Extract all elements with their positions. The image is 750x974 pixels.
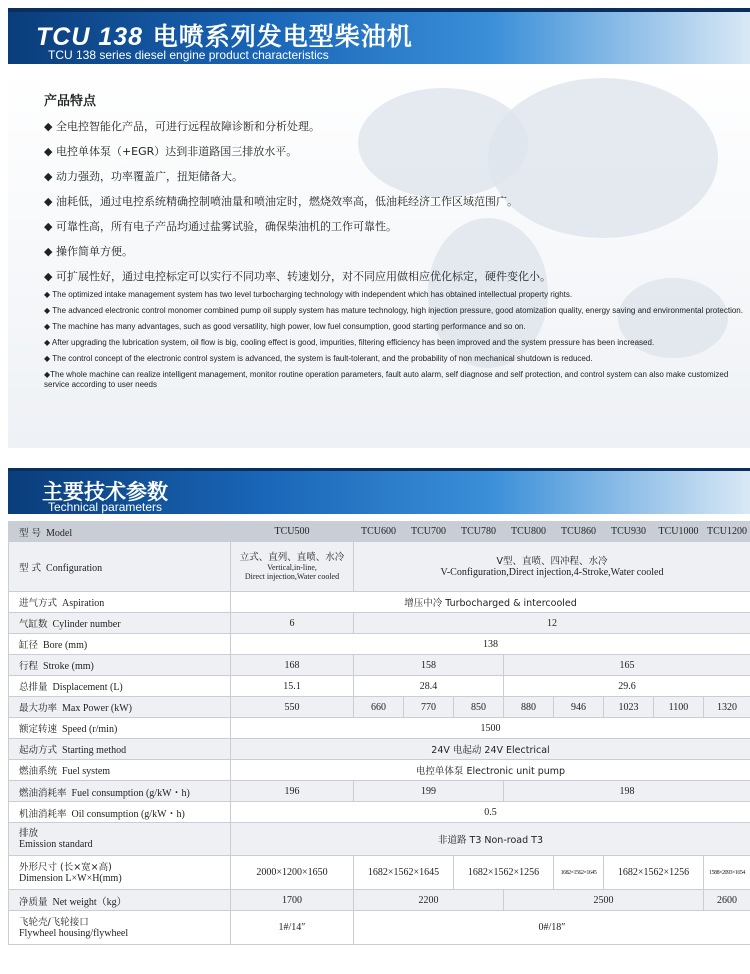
- table-row: [9, 760, 750, 781]
- table-header-row: [9, 522, 750, 542]
- value-cell: 1100: [654, 697, 704, 718]
- model-cell: TCU930: [604, 522, 654, 542]
- table-row: [9, 781, 750, 802]
- value-en: Direct injection,Water cooled: [244, 572, 340, 581]
- row-label: [9, 592, 231, 613]
- label-en: Configuration: [46, 562, 103, 574]
- model-cell: TCU700: [404, 522, 454, 542]
- row-label: [9, 802, 231, 823]
- value-cell: 1320: [704, 697, 750, 718]
- table-row: [9, 655, 750, 676]
- features-panel: [8, 68, 750, 448]
- label-en: Fuel consumption (g/kW・h): [71, 787, 190, 799]
- value-cell: 198: [504, 781, 750, 802]
- value-cell: 1023: [604, 697, 654, 718]
- table-row: [9, 613, 750, 634]
- value-cell: 1588×2093×1654: [704, 856, 750, 890]
- value-cell: 880: [504, 697, 554, 718]
- label-cn: 机油消耗率: [19, 808, 67, 820]
- feature-en-item: ◆ The advanced electronic control monomer combined pump oil supply system has mature technology, high injection pressure, good atomization quality, energy saving and environmental protection.: [44, 306, 743, 315]
- feature-en-item: ◆ The control concept of the electronic control system is advanced, the system is fault-tolerant, and the probability of non mechanical shutdown is reduced.: [44, 354, 593, 363]
- value-cell: 2600: [704, 890, 750, 911]
- value-cell: 24V 电起动 24V Electrical: [231, 739, 750, 760]
- label-en: Stroke (mm): [43, 661, 94, 672]
- label-cn: 排放: [19, 828, 39, 839]
- label-en: Model: [46, 527, 73, 539]
- table-row: [9, 542, 750, 592]
- table-row: [9, 890, 750, 911]
- label-cn: 最大功率: [19, 703, 58, 714]
- page-subtitle: TCU 138 series diesel engine product characteristics: [48, 48, 329, 62]
- row-label: [9, 542, 231, 592]
- value-cell: 1682×1562×1645: [354, 856, 454, 890]
- label-en: Flywheel housing/flywheel: [19, 927, 129, 939]
- value-cell: 165: [504, 655, 750, 676]
- value-cell: 15.1: [231, 676, 354, 697]
- value-cell: 196: [231, 781, 354, 802]
- specs-banner: [8, 468, 750, 514]
- value-cn: 立式、直列、直喷、水冷: [239, 552, 345, 563]
- value-cell: 660: [354, 697, 404, 718]
- value-cell: 2000×1200×1650: [231, 856, 354, 890]
- label-en: Displacement (L): [52, 682, 123, 693]
- feature-en-item: ◆ The optimized intake management system has two level turbocharging technology with independent which has obtained intellectual property rights.: [44, 290, 573, 299]
- feature-cn-item: ◆ 操作简单方便。: [44, 245, 133, 258]
- value-cell: 1700: [231, 890, 354, 911]
- label-cn: 进气方式: [19, 598, 58, 609]
- row-label: [9, 718, 231, 739]
- row-label: [9, 676, 231, 697]
- feature-en-item: ◆ The machine has many advantages, such as good versatility, high power, low fuel consumption, good starting performance and so on.: [44, 322, 526, 331]
- value-cell: 138: [231, 634, 750, 655]
- label-en: Cylinder number: [52, 619, 121, 630]
- title-banner: [8, 8, 750, 64]
- model-cell: TCU780: [454, 522, 504, 542]
- feature-cn-item: ◆ 电控单体泵（+EGR）达到非道路国三排放水平。: [44, 145, 298, 158]
- value-cell: 增压中冷 Turbocharged & intercooled: [231, 592, 750, 613]
- label-en: Bore (mm): [43, 640, 88, 651]
- value-cell: 0.5: [231, 802, 750, 823]
- row-label: [9, 760, 231, 781]
- value-cell: 电控单体泵 Electronic unit pump: [231, 760, 750, 781]
- features-cn-list: [44, 114, 724, 289]
- label-en: Max Power (kW): [62, 703, 132, 714]
- feature-en-item: ◆ After upgrading the lubrication system, oil flow is big, cooling effect is good, impurities, filtering efficiency has been improved and the system pressure has been increased.: [44, 338, 655, 347]
- features-en-list: [44, 290, 744, 396]
- table-row: [9, 634, 750, 655]
- table-row: [9, 823, 750, 856]
- label-en: Aspiration: [62, 598, 105, 609]
- label-en: Fuel system: [62, 766, 111, 777]
- value-cell: 29.6: [504, 676, 750, 697]
- value-cell: 168: [231, 655, 354, 676]
- model-cell: TCU1200: [704, 522, 750, 542]
- features-heading: 产品特点: [44, 94, 97, 109]
- label-cn: 燃油系统: [19, 766, 58, 777]
- value-cell: [354, 542, 750, 592]
- title-cn: 电喷系列发电型柴油机: [152, 22, 413, 51]
- feature-cn-item: ◆ 油耗低，通过电控系统精确控制喷油量和喷油定时，燃烧效率高，低油耗经济工作区域范围广。: [44, 195, 518, 208]
- table-row: [9, 856, 750, 890]
- table-row: [9, 911, 750, 945]
- value-cell: 12: [354, 613, 750, 634]
- value-cell: 158: [354, 655, 504, 676]
- label-en: Oil consumption (g/kW・h): [71, 808, 185, 820]
- value-cell: 199: [354, 781, 504, 802]
- value-cell: 2200: [354, 890, 504, 911]
- value-cell: 28.4: [354, 676, 504, 697]
- label-cn: 飞轮壳/飞轮接口: [19, 916, 89, 928]
- value-cell: [231, 542, 354, 592]
- value-cell: 2500: [504, 890, 704, 911]
- label-cn: 燃油消耗率: [19, 787, 67, 799]
- label-en: Starting method: [62, 745, 127, 756]
- table-row: [9, 592, 750, 613]
- label-cn: 额定转速: [19, 724, 58, 735]
- label-cn: 外形尺寸 (长×宽×高): [19, 861, 112, 873]
- row-label: [9, 911, 231, 945]
- value-cell: 0#/18″: [354, 911, 750, 945]
- row-label: [9, 634, 231, 655]
- label-cn: 型 式: [19, 562, 42, 574]
- label-en: Net weight（kg）: [52, 896, 127, 908]
- table-row: [9, 802, 750, 823]
- value-cn: V型、直喷、四冲程、水冷: [496, 555, 608, 567]
- row-label: [9, 613, 231, 634]
- label-cn: 起动方式: [19, 745, 58, 756]
- value-cell: 1682×1562×1645: [554, 856, 604, 890]
- value-cell: 850: [454, 697, 504, 718]
- feature-cn-item: ◆ 可靠性高，所有电子产品均通过盐雾试验，确保柴油机的工作可靠性。: [44, 220, 397, 233]
- value-cell: 非道路 T3 Non-road T3: [231, 823, 750, 856]
- label-en: Emission standard: [19, 839, 93, 850]
- model-cell: TCU1000: [654, 522, 704, 542]
- feature-cn-item: ◆ 全电控智能化产品，可进行远程故障诊断和分析处理。: [44, 120, 320, 133]
- value-cell: 550: [231, 697, 354, 718]
- model-cell: TCU600: [354, 522, 404, 542]
- row-label: [9, 697, 231, 718]
- spec-table: [8, 521, 750, 945]
- row-label: [9, 823, 231, 856]
- label-en: Dimension L×W×H(mm): [19, 872, 122, 884]
- value-cell: 1682×1562×1256: [454, 856, 554, 890]
- specs-subtitle: Technical parameters: [48, 500, 163, 514]
- label-cn: 净质量: [19, 896, 48, 908]
- label-en: Speed (r/min): [62, 724, 118, 735]
- label-cn: 缸径: [19, 640, 39, 651]
- row-label: [9, 522, 231, 542]
- value-en: V-Configuration,Direct injection,4-Stroke,Water cooled: [440, 566, 664, 578]
- value-cell: 1682×1562×1256: [604, 856, 704, 890]
- value-en: Vertical,in-line,: [267, 563, 317, 572]
- model-cell: TCU860: [554, 522, 604, 542]
- label-cn: 气缸数: [19, 619, 48, 630]
- table-row: [9, 718, 750, 739]
- label-cn: 行程: [19, 661, 39, 672]
- value-cell: 1500: [231, 718, 750, 739]
- row-label: [9, 781, 231, 802]
- feature-cn-item: ◆ 动力强劲，功率覆盖广，扭矩储备大。: [44, 170, 243, 183]
- label-cn: 总排量: [19, 682, 48, 693]
- value-cell: 770: [404, 697, 454, 718]
- feature-en-item: ◆The whole machine can realize intelligent management, monitor routine operation parameters, fault auto alarm, self diagnose and self protection, and control system can also make customized service according to user needs: [44, 370, 729, 389]
- row-label: [9, 856, 231, 890]
- value-cell: 1#/14″: [231, 911, 354, 945]
- feature-cn-item: ◆ 可扩展性好，通过电控标定可以实行不同功率、转速划分，对不同应用做相应优化标定，硬件变化小。: [44, 270, 551, 283]
- table-row: [9, 739, 750, 760]
- specs-title: 主要技术参数: [42, 480, 168, 504]
- row-label: [9, 739, 231, 760]
- title-model: TCU 138: [36, 23, 144, 51]
- model-cell: TCU500: [231, 522, 354, 542]
- table-row: [9, 697, 750, 718]
- table-row: [9, 676, 750, 697]
- row-label: [9, 890, 231, 911]
- model-cell: TCU800: [504, 522, 554, 542]
- row-label: [9, 655, 231, 676]
- value-cell: 6: [231, 613, 354, 634]
- label-cn: 型 号: [19, 527, 42, 539]
- value-cell: 946: [554, 697, 604, 718]
